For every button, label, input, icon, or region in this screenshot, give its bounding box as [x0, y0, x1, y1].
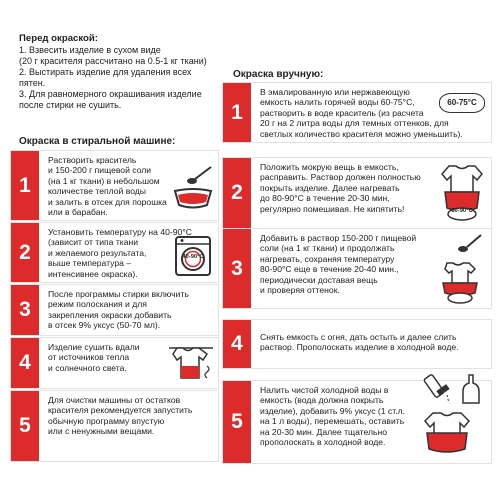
step-number: 5 [11, 391, 39, 461]
prep-line: пятен. [19, 78, 46, 88]
step-number: 4 [11, 338, 39, 388]
temperature-badge: 60-75°С [439, 93, 485, 113]
prep-line: 2. Выстирать изделие для удаления всех [19, 67, 192, 77]
salt-spoon-pot-icon [437, 233, 485, 305]
machine-section-title: Окраска в стиральной машине: [19, 136, 176, 147]
drying-shirt-icon [167, 344, 215, 384]
hand-step-5 [222, 380, 492, 464]
machine-step-2 [10, 222, 219, 283]
hand-section-title: Окраска вручную: [233, 69, 324, 80]
temperature-label: 80-90°С [451, 208, 473, 214]
step-text: В эмалированную или нержавеющую емкость налить горячей воды 60-75°С, растворить в воде краситель (из расчета 20 г на 2 литра воды для темных оттенков, для светлых количество красителя можно уменьшить). [260, 87, 463, 139]
step-text: Снять емкость с огня, дать остыть и далее слить раствор. Прополоскать изделие в холодной воде. [260, 332, 459, 353]
step-number: 2 [11, 223, 39, 282]
hand-step-1 [222, 82, 492, 143]
step-text: Налить чистой холодной воды в емкость (вода должна покрыть изделие), добавить 9% уксус (1 ст.л. на 1 л воды), перемешать, оставить на 20-30 мин. Далее тщательно прополоскать в холодной воде. [260, 385, 405, 448]
step-number: 4 [223, 320, 251, 368]
prep-instructions [19, 45, 229, 111]
step-text: Положить мокрую вещь в емкость, расправить. Раствор должен полностью покрыть изделие. Далее нагревать до 80-90°С в течение 20-30 мин, регулярно помешивая. Не кипятить! [260, 162, 421, 214]
step-number: 2 [223, 158, 251, 228]
step-number: 1 [11, 151, 39, 220]
bowl-spoon-icon [171, 165, 215, 211]
prep-line: 3. Для равномерного окрашивания изделие [19, 89, 202, 99]
step-number: 5 [223, 381, 251, 463]
machine-step-3 [10, 284, 219, 336]
step-text: Изделие сушить вдали от источников тепла и солнечного света. [48, 342, 140, 373]
hand-step-4 [222, 319, 492, 369]
machine-step-1 [10, 150, 219, 221]
prep-title: Перед окраской: [19, 33, 99, 44]
step-text: Растворить краситель и 150-200 г пищевой соли (на 1 кг ткани) в небольшом количестве теплой воды и залить в отсек для порошка или в барабан. [48, 155, 167, 218]
prep-line: 1. Взвесить изделие в сухом виде [19, 45, 161, 55]
step-number: 3 [11, 285, 39, 335]
step-number: 3 [223, 229, 251, 308]
hand-step-2 [222, 157, 492, 229]
machine-step-4 [10, 337, 219, 389]
vinegar-bottle-pot-icon [423, 373, 487, 459]
prep-line: (20 г красителя рассчитано на 0.5-1 кг ткани) [19, 56, 207, 66]
prep-line: после стирки не сушить. [19, 100, 122, 110]
step-text: После программы стирки включить режим полоскания и для закрепления окраски добавить в отсек 9% уксус (50-70 мл). [48, 289, 189, 331]
temperature-label: 40-90°С [182, 254, 204, 260]
step-text: Добавить в раствор 150-200 г пищевой соли (на 1 кг ткани) и продолжать нагревать, сохраняя температуру 80-90°С еще в течение 20-40 мин., периодически доставая вещь и проверяя оттенок. [260, 233, 417, 296]
step-number: 1 [223, 83, 251, 142]
machine-step-5 [10, 390, 219, 462]
step-text: Для очистки машины от остатков красителя рекомендуется запустить обычную программу впустую или с ненужными вещами. [48, 395, 193, 437]
hand-step-3 [222, 228, 492, 309]
step-text: Установить температуру на 40-90°С (зависит от типа ткани и желаемого результата, выше температура – интенсивнее окраска). [48, 227, 192, 279]
